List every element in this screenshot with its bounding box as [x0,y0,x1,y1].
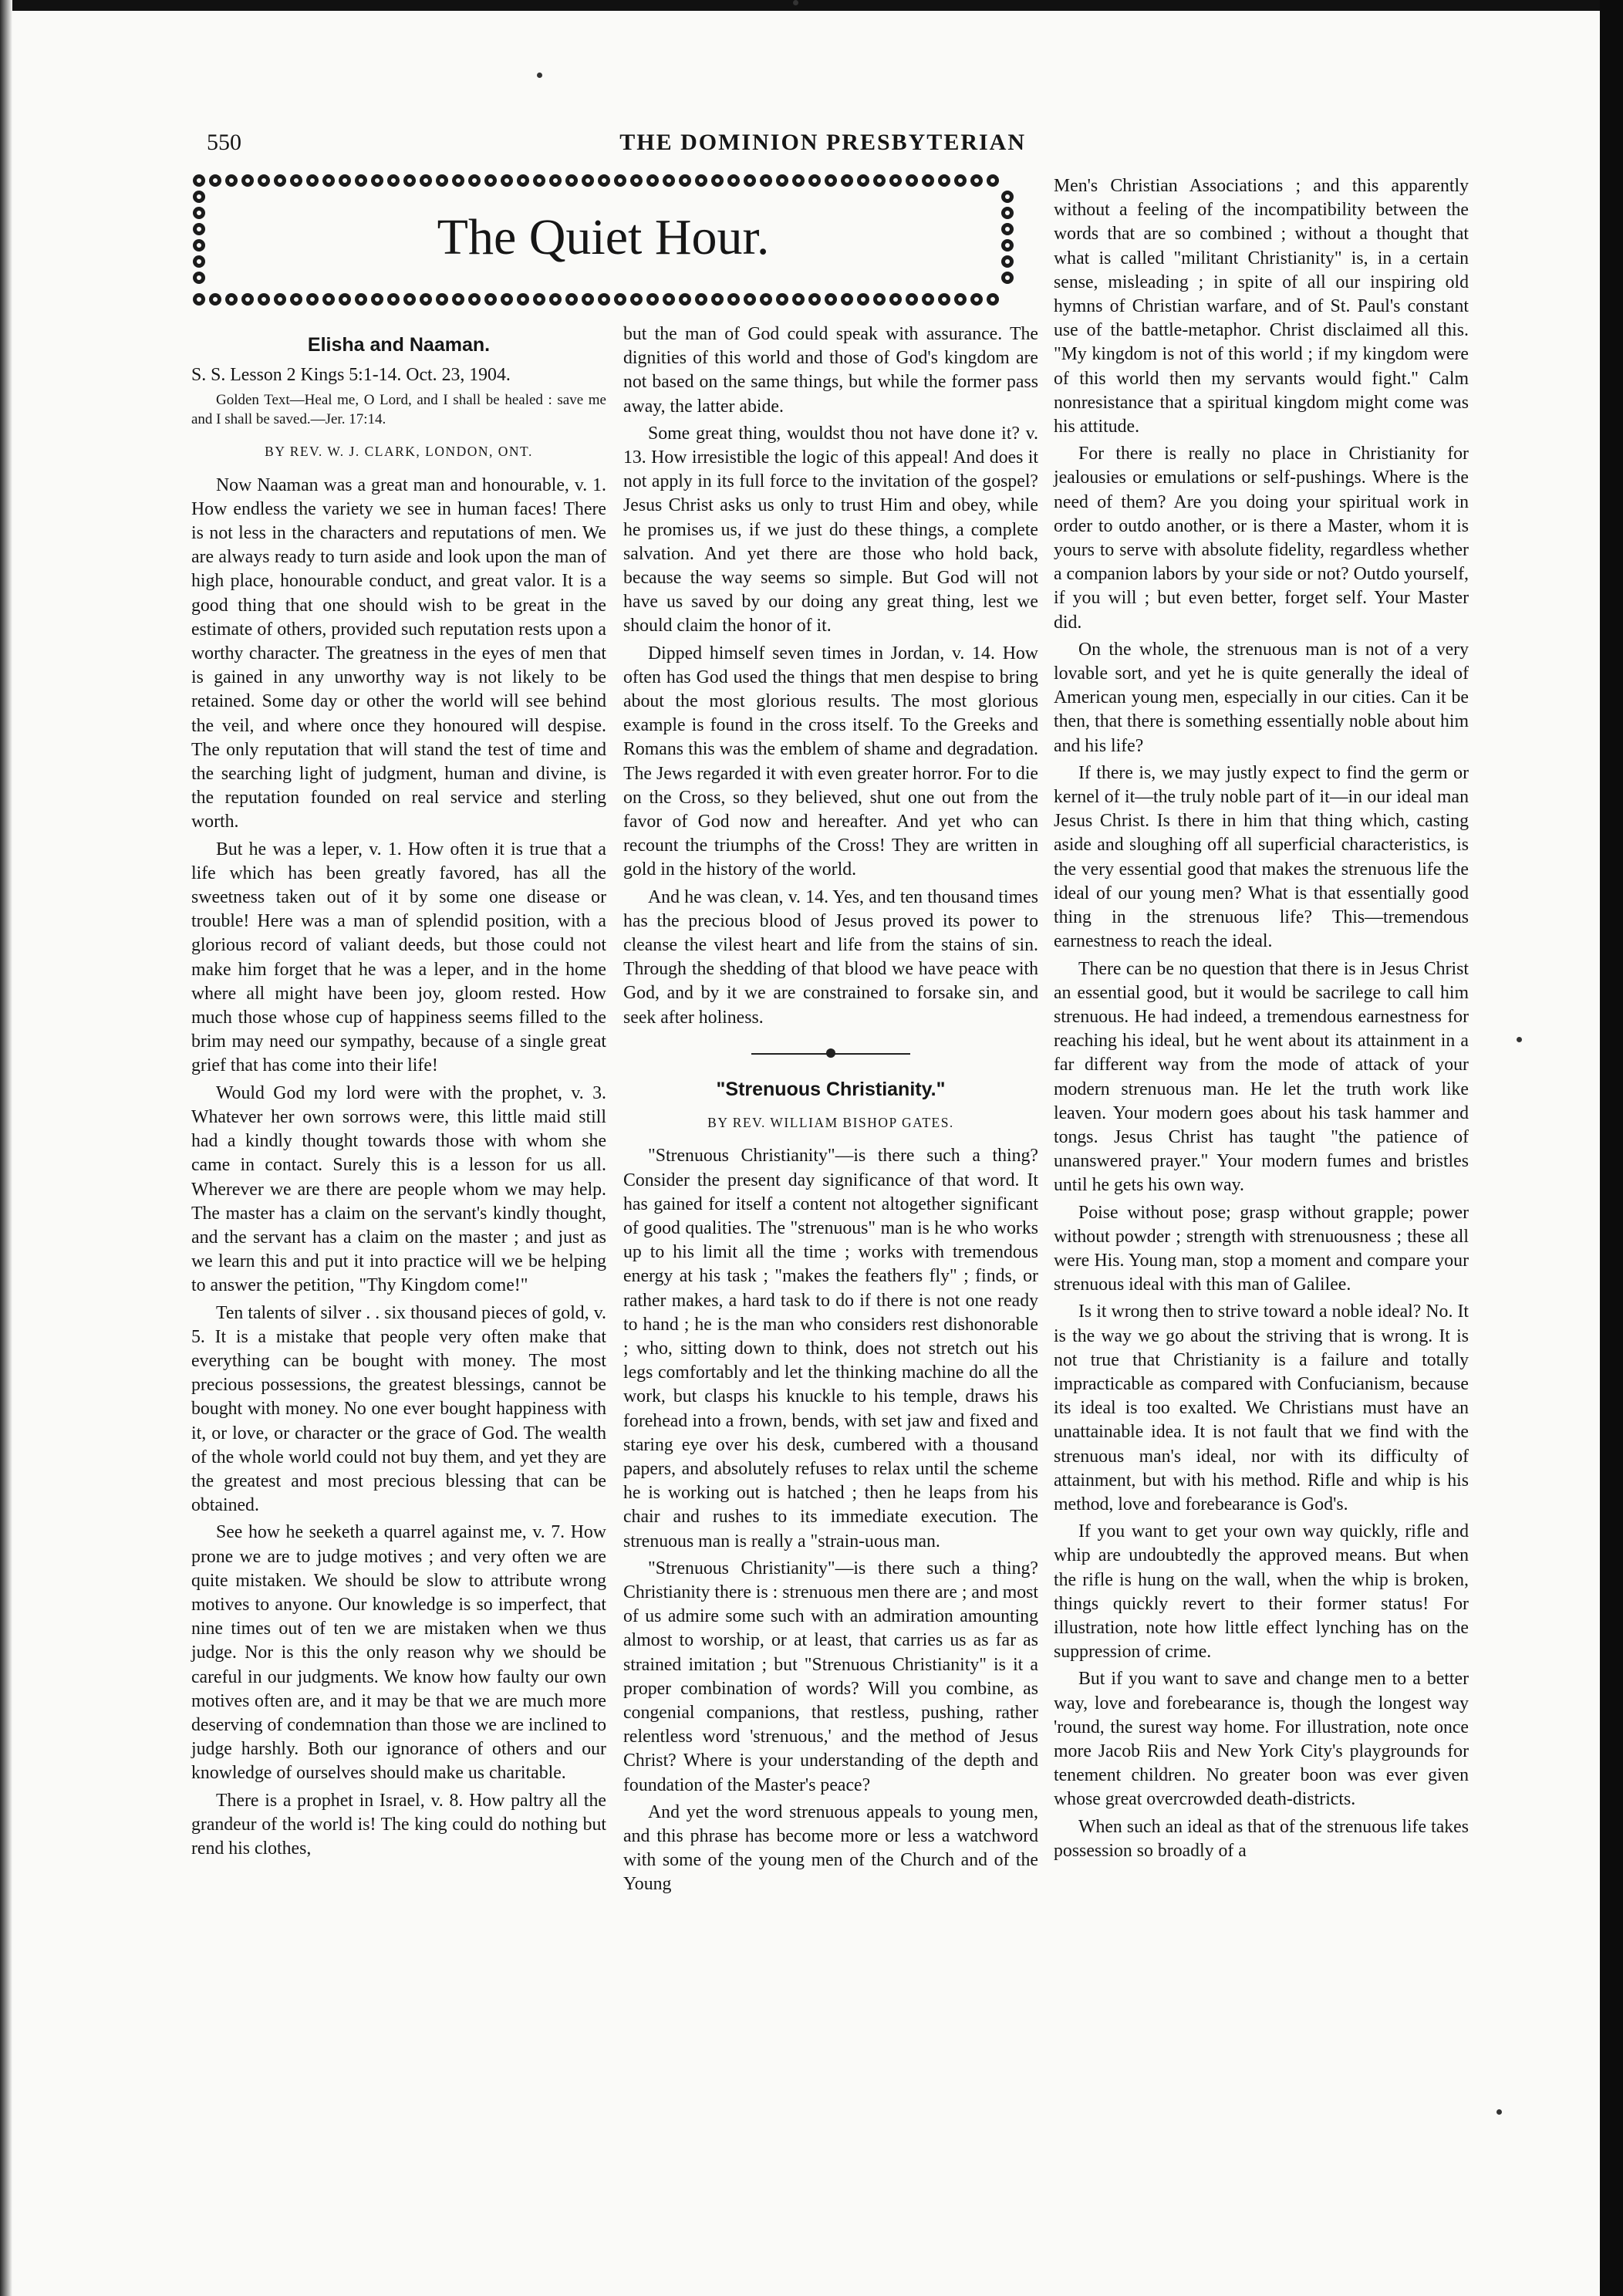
border-ornament-center [278,178,282,183]
border-ornament-center [521,297,525,302]
border-ornament-center [342,297,347,302]
border-ornament-center [245,178,250,183]
paragraph: When such an ideal as that of the strenuous life takes possession so broadly of a [1054,1816,1469,1861]
paragraph: Dipped himself seven times in Jordan, v. 14. How often has God used the things that men despise to bring about the most glorious results. The most glorious example is found in the cross itself. To the Greeks and Romans this was the emblem of shame and degradation. The Jews regarded it with even greater horror. For to die on the Cross, so they believed, shut one out from the favor of God now and hereafter. And yet who can recount the triumphs of the Cross! They are written in gold in the history of the world. [623,643,1038,880]
section-title: The Quiet Hour. [437,209,770,265]
column-2 [623,322,1038,1897]
border-ornament-center [326,178,331,183]
paragraph: Ten talents of silver . . six thousand pieces of gold, v. 5. It is a mistake that people very often make that everything can be bought with money. The most precious possessions, the greatest blessings, cannot be bought with money. No one ever bought happiness with it, or love, or character or the grace of God. The wealth of the whole world could not buy them, and yet they are the greatest and most precious blessing that can be obtained. [191,1302,606,1516]
border-ornament-center [197,297,201,302]
paragraph: Men's Christian Associations ; and this apparently without a feeling of the incompatibility between the words that are so combined ; without a thought that what is called "militant Christianity" is, in a certain sense, misleading ; in spite of all our inspiring old hymns of Christian warfare, and of St. Paul's constant use of the battle-metaphor. Christ disclaimed all this. "My kingdom is not of this world ; if my kingdom were of this world then my servants would fight." Calm nonresistance that a spiritual kingdom might come was his attitude. [1054,176,1469,437]
border-ornament-center [990,297,995,302]
border-ornament-center [683,178,687,183]
border-ornament-center [245,297,250,302]
paragraph: Would God my lord were with the prophet, v. 3. Whatever her own sorrows were, this little maid still had a kindly thought towards those with whom she came in contact. Surely this is a lesson for us all. Wherever we are there are people whom we may help. The master has a claim on the servant's kindly thought, and the servant has a claim on the master ; and just as we learn this and put it into practice will we be helping to answer the petition, "Thy Kingdom come!" [191,1082,606,1296]
border-ornament-center [699,297,704,302]
border-ornament-center [828,178,833,183]
paragraph: "Strenuous Christianity"—is there such a thing? Christianity there is : strenuous men there are ; and most of us admire some such with an admiration amounting almost to worship, or at least, that carries us as far as strained imitation ; but "Strenuous Christianity" is it a proper combination of words? Will you combine, as congenial companions, that restless, pushing, rather relentless word 'strenuous,' and the method of Jesus Christ? Where is your understanding of the depth and foundation of the Master's peace? [623,1558,1038,1795]
scan-left-edge [0,0,12,2296]
border-ornament-center [958,178,963,183]
border-ornament-center [553,297,558,302]
border-ornament-center [440,178,444,183]
border-ornament-center [213,178,218,183]
border-ornament-center [553,178,558,183]
paragraph: Some great thing, wouldst thou not have done it? v. 13. How irresistible the logic of this appeal! And does it not apply in its full force to the invitation of the gospel? Jesus Christ asks us only to trust Him and obey, while he promises us, if we just do these things, a complete salvation. And yet there are those who hold back, because the way seems so simple. But God will not have us saved by our doing any great thing, lest we should claim the honor of it. [623,423,1038,636]
border-ornament-center [715,297,720,302]
border-ornament-center [375,297,380,302]
separator-ornament [826,1048,835,1058]
paragraph: There is a prophet in Israel, v. 8. How paltry all the grandeur of the world is! The king could do nothing but rend his clothes, [191,1790,606,1859]
border-ornament-center [197,178,201,183]
border-ornament-center [472,178,477,183]
lesson-reference: S. S. Lesson 2 Kings 5:1-14. Oct. 23, 1904. [191,365,511,386]
article-byline: BY REV. WILLIAM BISHOP GATES. [707,1115,954,1131]
publication-title: THE DOMINION PRESBYTERIAN [619,130,1026,155]
golden-text: Golden Text—Heal me, O Lord, and I shall be healed : save me and I shall be saved.—Jer. 17:14. [191,392,606,428]
border-ornament-center [229,178,234,183]
border-ornament-center [715,178,720,183]
border-ornament-center [229,297,234,302]
border-ornament-center [650,297,655,302]
border-ornament-center [197,275,201,280]
paragraph: There can be no question that there is in Jesus Christ an essential good, but it would be sacrilege to call him strenuous. He had indeed, a tremendous earnestness for reaching his ideal, but he went about its attainment in a far different way from the mode of attack of your modern strenuous man. He let the truth work like leaven. Your modern goes about his task hammer and tongs. Jesus Christ has taught "the patience of unanswered prayer." Your modern fumes and bristles until he gets his own way. [1054,958,1469,1196]
border-ornament-center [359,178,363,183]
border-ornament-center [926,178,930,183]
border-ornament-center [764,178,768,183]
border-ornament-center [423,297,428,302]
border-ornament-center [861,178,865,183]
page-number: 550 [207,130,241,155]
border-ornament-center [294,178,299,183]
border-ornament-center [877,297,882,302]
border-ornament-center [262,178,266,183]
paragraph: On the whole, the strenuous man is not of a very lovable sort, and yet he is quite generally the ideal of American young men, especially in our cities. Can it be then, that there is something essentially noble about him and his life? [1054,639,1469,756]
border-ornament-center [958,297,963,302]
border-ornament-center [262,297,266,302]
border-ornament-center [537,297,542,302]
column-3 [1054,174,1469,1863]
page-header [207,130,1026,160]
paragraph: If you want to get your own way quickly, rifle and whip are undoubtedly the approved means. But when the rifle is hung on the wall, when the whip is broken, things quickly revert to their former status! For illustration, note how little effect lynching has on the suppression of crime. [1054,1521,1469,1663]
border-ornament-center [942,178,946,183]
border-ornament-center [731,297,736,302]
scan-speck [537,73,542,78]
border-ornament-center [423,178,428,183]
border-ornament-center [310,297,315,302]
paragraph: If there is, we may justly expect to find the germ or kernel of it—the truly noble part of it—in our ideal man Jesus Christ. Is there in him that thing which, casting aside and sloughing off all superficial characteristics, is the very essential good that makes the strenuous life the ideal of our young men? What is that essentially good thing in the strenuous life? This—tremendous earnestness to reach the ideal. [1054,762,1469,952]
border-ornament-center [294,297,299,302]
quiet-hour-banner [191,173,1015,307]
border-ornament-center [764,297,768,302]
border-ornament-center [796,178,801,183]
paragraph: Now Naaman was a great man and honourable, v. 1. How endless the variety we see in human faces! There is not less in the characters and reputations of men. We are always ready to turn aside and look upon the man of high place, honourable conduct, and great valor. It is a good thing that one should wish to be great in the estimate of others, provided such reputation rests upon a worthy character. The greatness in the eyes of men that is gained in any unworthy way is not likely to be retained. Some day or other the world will see behind the veil, and where once they honoured will despise. The only reputation that will stand the test of time and the searching light of judgment, human and divine, is the reputation founded on real service and sterling worth. [191,474,606,832]
border-ornament-center [585,178,590,183]
border-ornament-center [909,297,914,302]
border-ornament-center [456,178,461,183]
border-ornament-center [391,297,396,302]
border-ornament-center [942,297,946,302]
article-title: "Strenuous Christianity." [716,1078,946,1100]
border-ornament-center [812,178,817,183]
border-ornament-center [407,178,412,183]
border-ornament-center [569,297,574,302]
border-ornament-center [845,297,849,302]
border-ornament-center [440,297,444,302]
scan-top-edge [0,0,1623,11]
article-title: Elisha and Naaman. [307,334,491,356]
border-ornament-center [488,178,493,183]
paragraph: But he was a leper, v. 1. How often it is true that a life which has been greatly favored, has all the sweetness taken out of it by some one disease or trouble! Here was a man of splendid position, with a glorious record of valiant deeds, but those could not make him forget that he was a leper, and in the home where all might have been joy, gloom rested. How much those whose cup of happiness seems filled to the brim may need our sympathy, because of a single great grief that has come into their life! [191,839,606,1076]
border-ornament-center [683,297,687,302]
border-ornament-center [537,178,542,183]
paragraph: Poise without pose; grasp without grapple; power without powder ; strength with strenuousness ; these all were His. Young man, stop a moment and compare your strenuous ideal with this man of Galilee. [1054,1202,1469,1295]
border-ornament-center [1005,275,1010,280]
border-ornament-center [812,297,817,302]
article-byline: BY REV. W. J. CLARK, LONDON, ONT. [265,444,533,460]
border-ornament-center [731,178,736,183]
border-ornament-center [618,297,623,302]
border-ornament-center [926,297,930,302]
border-ornament-center [828,297,833,302]
border-ornament-center [974,178,979,183]
border-ornament-center [391,178,396,183]
paragraph: And yet the word strenuous appeals to young men, and this phrase has become more or less a watchword with some of the young men of the Church and of the Young [623,1801,1038,1895]
scan-speck [793,0,798,5]
border-ornament-center [278,297,282,302]
paragraph: See how he seeketh a quarrel against me, v. 7. How prone we are to judge motives ; and very often we are quite mistaken. We should be slow to attribute wrong motives to anyone. Our knowledge is so imperfect, that nine times out of ten we are mistaken when we thus judge. Nor is this the only reason why we should be careful in our judgments. We know how faulty our own motives often are, and it may be that we are much more deserving of condemnation than those we are inclined to judge harshly. Both our ignorance of others and our knowledge of ourselves should make us charitable. [191,1522,606,1784]
column-1 [191,333,606,1861]
border-ornament-center [634,178,639,183]
paragraph: but the man of God could speak with assurance. The dignities of this world and those of God's kingdom are not based on the same things, but while the former pass away, the latter abide. [623,324,1038,417]
border-ornament-center [650,178,655,183]
border-ornament-center [456,297,461,302]
border-ornament-center [666,178,671,183]
border-ornament-center [521,178,525,183]
border-ornament-center [893,297,898,302]
border-ornament-center [585,297,590,302]
scan-speck [1517,1037,1522,1042]
border-ornament-center [780,297,785,302]
article-separator [623,1044,1038,1065]
scan-speck [1496,2109,1502,2115]
border-ornament-center [796,297,801,302]
paragraph: "Strenuous Christianity"—is there such a thing? Consider the present day significance of that word. It has gained for itself a content not altogether significant of good qualities. The "strenuous" man is he who works up to his limit all the time ; works with tremendous energy at his task ; "makes the feathers fly" ; finds, or rather makes, a hard task to do if there is not one ready to hand ; he is the man who considers rest dishonorable ; who, sitting down to think, does not stretch out his legs comfortably and let the thinking machine do all the work, but clasps his knuckle to his temple, draws his forehead into a frown, bends, with set jaw and fixed and staring eye over his desk, cumbered with a thousand papers, and absolutely refuses to relax until the scheme he is working out is hatched ; then he leaps from his chair and rushes to its immediate execution. The strenuous man is really a "strain-uous man. [623,1146,1038,1551]
border-ornament-center [359,297,363,302]
border-ornament-center [1005,194,1010,199]
border-ornament-center [602,297,606,302]
paragraph: And he was clean, v. 14. Yes, and ten thousand times has the precious blood of Jesus proved its power to cleanse the vilest heart and life from the stains of sin. Through the shedding of that blood we have peace with God, and by it we are constrained to forsake sin, and seek after holiness. [623,886,1038,1028]
border-ornament-center [893,178,898,183]
border-ornament-center [488,297,493,302]
border-ornament-center [375,178,380,183]
paragraph: For there is really no place in Christianity for jealousies or emulations or self-pushings. Where is the need of them? Are you doing your spiritual work in order to outdo another, or is there a Master, whom it is yours to serve with absolute fidelity, regardless whether a companion labors by your side or not? Outdo yourself, if you will ; but even better, forget self. Your Master did. [1054,444,1469,633]
border-ornament-center [504,297,509,302]
border-ornament-center [909,178,914,183]
border-ornament-center [634,297,639,302]
border-ornament-center [197,194,201,199]
border-ornament-center [569,178,574,183]
border-ornament-center [666,297,671,302]
border-ornament-center [326,297,331,302]
border-ornament-center [861,297,865,302]
border-ornament-center [213,297,218,302]
border-ornament-center [602,178,606,183]
border-ornament-center [342,178,347,183]
border-ornament-center [747,178,752,183]
paragraph: Is it wrong then to strive toward a noble ideal? No. It is the way we go about the striving that is wrong. It is not true that Christianity is a failure and totally impracticable as compared with Confucianism, because its ideal is too exalted. We Christians must have an unattainable idea. It is not fault that we find with the strenuous man's ideal, nor with its difficulty of attainment, but with his method. Rifle and whip is his method, love and forebearance is God's. [1054,1302,1469,1514]
border-ornament-center [990,178,995,183]
border-ornament-center [472,297,477,302]
border-ornament-center [504,178,509,183]
border-ornament-center [407,297,412,302]
border-ornament-center [310,178,315,183]
border-ornament-center [877,178,882,183]
border-ornament-center [780,178,785,183]
paragraph: But if you want to save and change men to a better way, love and forebearance is, though the longest way 'round, the surest way home. For illustration, note once more Jacob Riis and New York City's playgrounds for tenement children. No greater boon was ever given whose great overcrowded death-districts. [1054,1669,1469,1810]
border-ornament-center [974,297,979,302]
border-ornament-center [845,178,849,183]
border-ornament-center [699,178,704,183]
border-ornament-center [618,178,623,183]
scan-right-edge [1600,0,1623,2296]
border-ornament-center [747,297,752,302]
